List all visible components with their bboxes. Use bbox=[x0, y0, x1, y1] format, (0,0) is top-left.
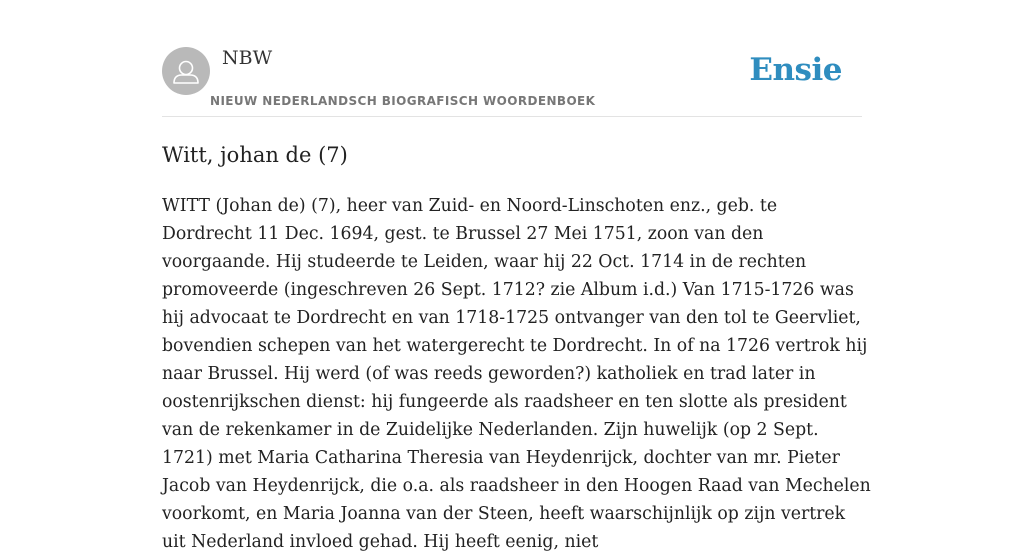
article-title: Witt, johan de (7) bbox=[162, 143, 348, 167]
user-icon bbox=[162, 47, 210, 95]
source-name[interactable]: NBW bbox=[222, 47, 273, 69]
brand-logo[interactable]: Ensie bbox=[749, 52, 842, 88]
source-avatar[interactable] bbox=[162, 47, 210, 95]
header bbox=[162, 0, 862, 117]
source-subtitle[interactable]: NIEUW NEDERLANDSCH BIOGRAFISCH WOORDENBOEK bbox=[210, 94, 596, 108]
article-body: WITT (Johan de) (7), heer van Zuid- en Noord-Linschoten enz., geb. te Dordrecht 11 Dec. 1694, gest. te Brussel 27 Mei 1751, zoon van den voorgaande. Hij studeerde te Leiden, waar hij 22 Oct. 1714 in de rechten promoveerde (ingeschreven 26 Sept. 1712? zie Album i.d.) Van 1715-1726 was hij advocaat te Dordrecht en van 1718-1725 ontvanger van den tol te Geervliet, bovendien schepen van het watergerecht te Dordrecht. In of na 1726 vertrok hij naar Brussel. Hij werd (of was reeds geworden?) katholiek en trad later in oostenrijkschen dienst: hij fungeerde als raadsheer en ten slotte als president van de rekenkamer in de Zuidelijke Nederlanden. Zijn huwelijk (op 2 Sept. 1721) met Maria Catharina Theresia van Heydenrijck, dochter van mr. Pieter Jacob van Heydenrijck, die o.a. als raadsheer in den Hoogen Raad van Mechelen voorkomt, en Maria Joanna van der Steen, heeft waarschijnlijk op zijn vertrek uit Nederland invloed gehad. Hij heeft eenig, niet bbox=[162, 196, 871, 552]
